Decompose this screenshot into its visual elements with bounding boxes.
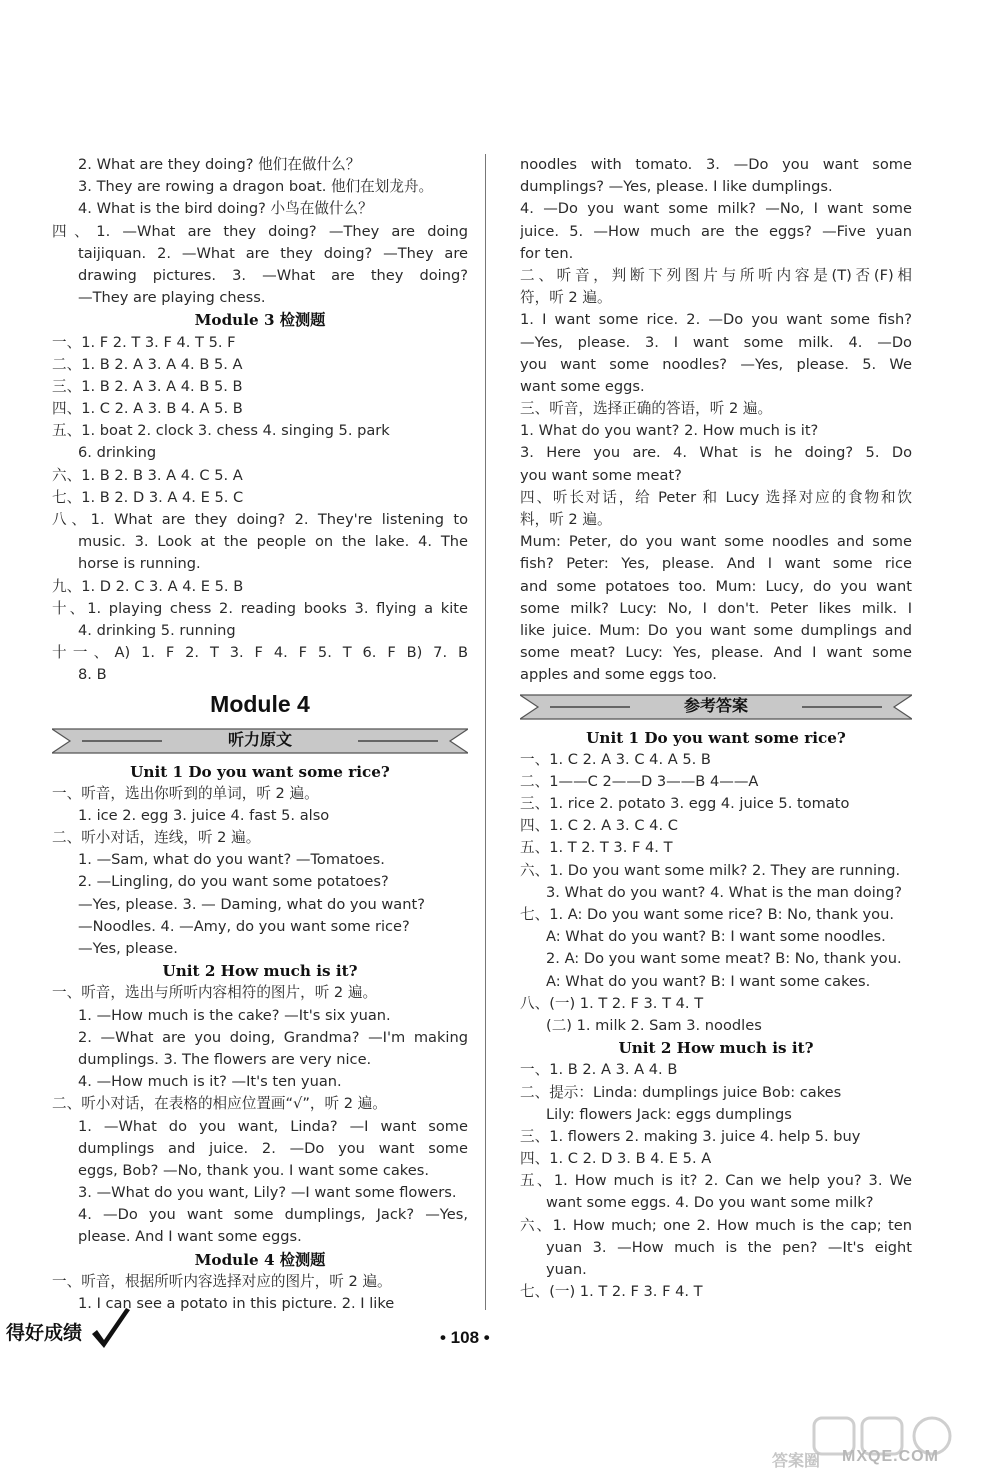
text-line: —Yes, please. 3. — Daming, what do you want? xyxy=(78,895,425,913)
text-line: Lily: flowers Jack: eggs dumplings xyxy=(546,1105,792,1123)
text-line: 五、1. How much is it? 2. Can we help you? 3. We xyxy=(520,1172,912,1190)
text-line: like juice. Mum: Do you want some dumplings and xyxy=(520,621,912,639)
text-line: 二、1——C 2——D 3——B 4——A xyxy=(520,772,759,790)
text-line: 九、1. D 2. C 3. A 4. E 5. B xyxy=(52,577,244,595)
text-line: 二、听小对话，在表格的相应位置画“√”，听 2 遍。 xyxy=(52,1095,387,1113)
text-line: fish? Peter: Yes, please. And I want some rice xyxy=(520,555,912,573)
text-line: juice. 5. —How much are the eggs? —Five yuan xyxy=(520,222,912,240)
text-line: for ten. xyxy=(520,244,574,262)
text-line: (二) 1. milk 2. Sam 3. noodles xyxy=(546,1016,762,1034)
watermark-text: MXQE.COM xyxy=(842,1448,939,1465)
text-line: 2. —What are you doing, Grandma? —I'm making xyxy=(78,1028,468,1046)
section-banner xyxy=(52,725,468,757)
section-heading: Unit 1 Do you want some rice? xyxy=(130,762,390,781)
text-line: 六、1. How much; one 2. How much is the cap; ten xyxy=(520,1216,912,1234)
text-line: want some eggs. xyxy=(520,377,645,395)
text-line: some milk? Lucy: No, I don't. Peter likes milk. I xyxy=(520,599,912,617)
text-line: 1. I want some rice. 2. —Do you want some fish? xyxy=(520,311,912,329)
text-line: 七、(一) 1. T 2. F 3. F 4. T xyxy=(520,1283,703,1301)
text-line: 一、1. F 2. T 3. F 4. T 5. F xyxy=(52,333,236,351)
text-line: yuan 3. —How much is the pen? —It's eight xyxy=(546,1238,912,1256)
section-heading: Unit 2 How much is it? xyxy=(162,962,358,981)
text-line: yuan. xyxy=(546,1261,587,1279)
text-line: 4. drinking 5. running xyxy=(78,621,236,639)
text-line: music. 3. Look at the people on the lake. 4. The xyxy=(78,533,468,551)
text-line: 六、1. B 2. B 3. A 4. C 5. A xyxy=(52,466,243,484)
text-line: dumplings and juice. 2. —Do you want some xyxy=(78,1139,468,1157)
text-line: 2. A: Do you want some meat? B: No, thank you. xyxy=(546,950,902,968)
text-line: 四、1. —What are they doing? —They are doing xyxy=(52,222,468,240)
text-line: —Noodles. 4. —Amy, do you want some rice? xyxy=(78,917,410,935)
section-heading: Module 3 检测题 xyxy=(194,311,326,330)
page-number: • 108 • xyxy=(440,1328,490,1347)
section-heading: Module 4 检测题 xyxy=(194,1250,326,1269)
text-line: 一、听音，选出你听到的单词，听 2 遍。 xyxy=(52,784,319,802)
text-line: 1. —Sam, what do you want? —Tomatoes. xyxy=(78,851,385,869)
text-line: 二、提示：Linda: dumplings juice Bob: cakes xyxy=(520,1083,842,1101)
text-line: 料，听 2 遍。 xyxy=(520,511,612,528)
text-line: 8. B xyxy=(78,666,107,684)
text-line: Mum: Peter, do you want some noodles and some xyxy=(520,533,912,551)
text-line: 三、1. flowers 2. making 3. juice 4. help 5. buy xyxy=(520,1127,861,1145)
text-line: noodles with tomato. 3. —Do you want some xyxy=(520,156,912,173)
section-banner xyxy=(520,691,912,723)
text-line: drawing pictures. 3. —What are they doing? xyxy=(78,266,468,284)
text-line: you want some meat? xyxy=(520,466,682,484)
text-line: 符，听 2 遍。 xyxy=(520,289,612,307)
text-line: 4. —Do you want some dumplings, Jack? —Yes, xyxy=(78,1206,468,1224)
text-line: 三、听音，选择正确的答语，听 2 遍。 xyxy=(520,400,773,418)
text-line: 四、1. C 2. D 3. B 4. E 5. A xyxy=(520,1150,712,1168)
column-divider xyxy=(485,154,486,1310)
text-line: 五、1. boat 2. clock 3. chess 4. singing 5. park xyxy=(52,422,390,440)
text-line: 四、1. C 2. A 3. C 4. C xyxy=(520,817,678,835)
text-line: 1. I can see a potato in this picture. 2. I like xyxy=(78,1295,395,1313)
text-line: 三、1. B 2. A 3. A 4. B 5. B xyxy=(52,377,243,395)
text-line: some meat? Lucy: Yes, please. And I want some xyxy=(520,644,912,662)
text-line: 1. —What do you want, Linda? —I want some xyxy=(78,1117,468,1135)
module-title: Module 4 xyxy=(210,690,310,717)
text-line: dumplings. 3. The flowers are very nice. xyxy=(78,1050,372,1068)
banner-label: 参考答案 xyxy=(683,695,748,715)
text-line: 十、1. playing chess 2. reading books 3. flying a kite xyxy=(52,599,468,617)
banner-label: 听力原文 xyxy=(227,729,292,749)
left-column xyxy=(52,154,468,1315)
checkmark-icon xyxy=(90,1306,132,1352)
text-line: horse is running. xyxy=(78,555,201,573)
text-line: 2. What are they doing? 他们在做什么？ xyxy=(78,156,361,173)
text-line: A: What do you want? B: I want some noodles. xyxy=(546,928,886,946)
text-line: 一、听音，选出与所听内容相符的图片，听 2 遍。 xyxy=(52,984,378,1002)
text-line: 七、1. A: Do you want some rice? B: No, thank you. xyxy=(520,906,894,924)
text-line: and some potatoes too. Mum: Lucy, do you want xyxy=(520,577,912,595)
text-line: apples and some eggs too. xyxy=(520,666,717,684)
text-line: 四、1. C 2. A 3. B 4. A 5. B xyxy=(52,400,243,418)
text-line: 4. —Do you want some milk? —No, I want some xyxy=(520,200,912,218)
text-line: 四、听长对话，给 Peter 和 Lucy 选择对应的食物和饮 xyxy=(520,488,912,506)
text-line: 6. drinking xyxy=(78,444,157,462)
text-line: —Yes, please. xyxy=(78,940,178,958)
text-line: 六、1. Do you want some milk? 2. They are running. xyxy=(520,861,901,879)
text-line: dumplings? —Yes, please. I like dumplings. xyxy=(520,178,833,196)
brand-logo-text: 得好成绩 xyxy=(6,1322,83,1344)
text-line: 2. —Lingling, do you want some potatoes? xyxy=(78,873,389,891)
text-line: 一、1. C 2. A 3. C 4. A 5. B xyxy=(520,750,711,768)
text-line: 八、(一) 1. T 2. F 3. T 4. T xyxy=(520,994,704,1012)
text-line: 二、听小对话，连线，听 2 遍。 xyxy=(52,829,261,847)
text-line: 二、1. B 2. A 3. A 4. B 5. A xyxy=(52,355,243,373)
text-line: 一、听音，根据所听内容选择对应的图片，听 2 遍。 xyxy=(52,1272,392,1290)
text-line: want some eggs. 4. Do you want some milk? xyxy=(546,1194,874,1212)
text-line: —They are playing chess. xyxy=(78,289,266,307)
text-line: 七、1. B 2. D 3. A 4. E 5. C xyxy=(52,488,244,506)
text-line: 1. —How much is the cake? —It's six yuan. xyxy=(78,1006,391,1024)
text-line: please. And I want some eggs. xyxy=(78,1228,302,1246)
text-line: 3. They are rowing a dragon boat. 他们在划龙舟。 xyxy=(78,178,434,196)
text-line: 4. —How much is it? —It's ten yuan. xyxy=(78,1073,342,1091)
text-line: 3. What do you want? 4. What is the man doing? xyxy=(546,883,903,901)
text-line: 1. ice 2. egg 3. juice 4. fast 5. also xyxy=(78,806,330,824)
text-line: eggs, Bob? —No, thank you. I want some cakes. xyxy=(78,1161,429,1179)
text-line: 3. Here you are. 4. What is he doing? 5. Do xyxy=(520,444,912,462)
text-line: 十一、A) 1. F 2. T 3. F 4. F 5. T 6. F B) 7. B xyxy=(52,644,468,662)
text-line: 一、1. B 2. A 3. A 4. B xyxy=(520,1061,678,1079)
text-line: 二、听音，判断下列图片与所听内容是(T)否(F)相 xyxy=(520,266,912,284)
text-line: 八、1. What are they doing? 2. They're listening to xyxy=(52,511,468,529)
right-column xyxy=(520,154,912,1303)
section-heading: Unit 2 How much is it? xyxy=(618,1039,814,1058)
watermark-text-cn: 答案圈 xyxy=(772,1453,821,1470)
text-line: you want some noodles? —Yes, please. 5. We xyxy=(520,355,912,373)
text-line: 五、1. T 2. T 3. F 4. T xyxy=(520,839,673,857)
text-line: 三、1. rice 2. potato 3. egg 4. juice 5. tomato xyxy=(520,795,850,813)
text-line: A: What do you want? B: I want some cakes. xyxy=(546,972,871,990)
text-line: —Yes, please. 3. I want some milk. 4. —Do xyxy=(520,333,912,351)
text-line: 3. —What do you want, Lily? —I want some flowers. xyxy=(78,1184,457,1202)
section-heading: Unit 1 Do you want some rice? xyxy=(586,728,846,747)
text-line: 4. What is the bird doing? 小鸟在做什么？ xyxy=(78,200,373,218)
text-line: 1. What do you want? 2. How much is it? xyxy=(520,422,819,440)
text-line: taijiquan. 2. —What are they doing? —They are xyxy=(78,244,468,262)
